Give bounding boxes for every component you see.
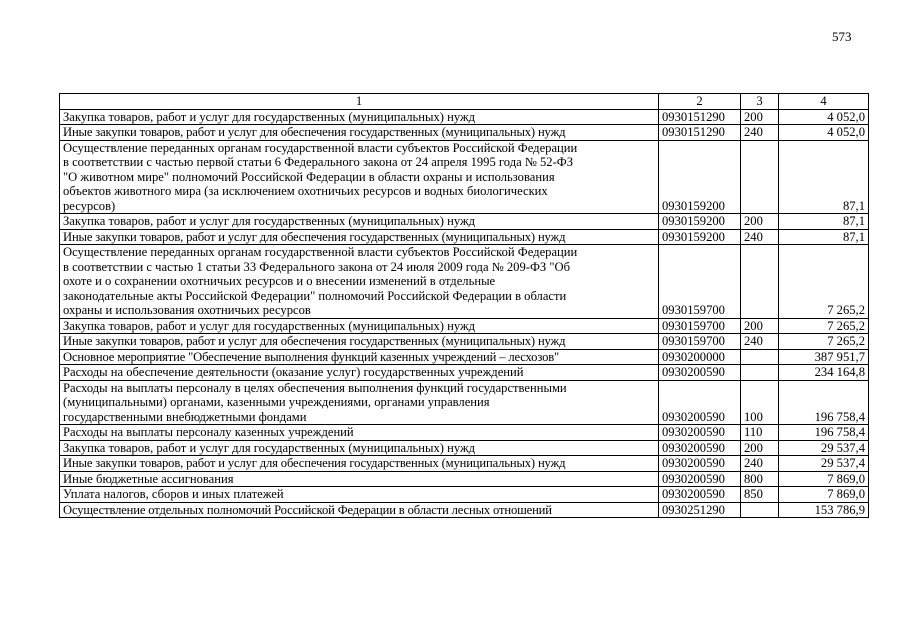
row-description: Закупка товаров, работ и услуг для государственных (муниципальных) нужд <box>60 318 659 334</box>
row-expense-type: 240 <box>741 229 779 245</box>
budget-table <box>59 93 869 518</box>
row-amount: 87,1 <box>779 214 869 230</box>
column-header-4: 4 <box>779 94 869 110</box>
row-expense-type <box>741 365 779 381</box>
row-target-code: 0930200590 <box>659 440 741 456</box>
row-target-code: 0930159700 <box>659 334 741 350</box>
row-target-code: 0930200590 <box>659 425 741 441</box>
row-description: Осуществление отдельных полномочий Российской Федерации в области лесных отношений <box>60 502 659 518</box>
row-description: Основное мероприятие "Обеспечение выполнения функций казенных учреждений – лесхозов" <box>60 349 659 365</box>
row-amount: 7 265,2 <box>779 334 869 350</box>
row-expense-type <box>741 140 779 214</box>
table-row <box>60 125 869 141</box>
row-amount: 234 164,8 <box>779 365 869 381</box>
table-row <box>60 349 869 365</box>
table-row <box>60 140 869 214</box>
row-description: Расходы на выплаты персоналу казенных учреждений <box>60 425 659 441</box>
row-description: Иные бюджетные ассигнования <box>60 471 659 487</box>
row-target-code: 0930200590 <box>659 456 741 472</box>
row-amount: 4 052,0 <box>779 125 869 141</box>
table-row <box>60 487 869 503</box>
row-description: Расходы на обеспечение деятельности (оказание услуг) государственных учреждений <box>60 365 659 381</box>
row-target-code: 0930251290 <box>659 502 741 518</box>
row-target-code: 0930200590 <box>659 471 741 487</box>
table-row <box>60 214 869 230</box>
row-expense-type: 240 <box>741 456 779 472</box>
table-header-row <box>60 94 869 110</box>
row-expense-type: 200 <box>741 440 779 456</box>
table-row <box>60 229 869 245</box>
row-expense-type: 850 <box>741 487 779 503</box>
row-description: Иные закупки товаров, работ и услуг для обеспечения государственных (муниципальных) нужд <box>60 456 659 472</box>
row-amount: 87,1 <box>779 229 869 245</box>
row-expense-type <box>741 502 779 518</box>
row-expense-type: 200 <box>741 318 779 334</box>
row-amount: 29 537,4 <box>779 456 869 472</box>
row-target-code: 0930159700 <box>659 318 741 334</box>
row-target-code: 0930159700 <box>659 245 741 319</box>
row-amount: 7 869,0 <box>779 487 869 503</box>
row-target-code: 0930200590 <box>659 487 741 503</box>
row-expense-type <box>741 245 779 319</box>
table-row <box>60 245 869 319</box>
table-row <box>60 471 869 487</box>
table-row <box>60 456 869 472</box>
row-description: Закупка товаров, работ и услуг для государственных (муниципальных) нужд <box>60 440 659 456</box>
row-description: Закупка товаров, работ и услуг для государственных (муниципальных) нужд <box>60 109 659 125</box>
row-target-code: 0930159200 <box>659 214 741 230</box>
row-amount: 29 537,4 <box>779 440 869 456</box>
row-target-code: 0930159200 <box>659 229 741 245</box>
row-amount: 387 951,7 <box>779 349 869 365</box>
row-expense-type: 240 <box>741 334 779 350</box>
table-row <box>60 318 869 334</box>
column-header-2: 2 <box>659 94 741 110</box>
table-row <box>60 502 869 518</box>
row-target-code: 0930200590 <box>659 365 741 381</box>
row-expense-type: 240 <box>741 125 779 141</box>
row-description: Иные закупки товаров, работ и услуг для обеспечения государственных (муниципальных) нужд <box>60 229 659 245</box>
row-target-code: 0930200590 <box>659 380 741 425</box>
table-row <box>60 109 869 125</box>
row-amount: 196 758,4 <box>779 425 869 441</box>
row-description: Осуществление переданных органам государственной власти субъектов Российской Федерации в соответствии с частью 1 статьи 33 Федерального закона от 24 июля 2009 года № 209-ФЗ "Об охоте и о сохранении охотничьих ресурсов и о внесении изменений в отдельные законодательные акты Российской Федерации" полномочий Российской Федерации в области охраны и использования охотничьих ресурсов <box>60 245 659 319</box>
row-amount: 153 786,9 <box>779 502 869 518</box>
row-expense-type: 200 <box>741 109 779 125</box>
row-target-code: 0930151290 <box>659 109 741 125</box>
row-target-code: 0930151290 <box>659 125 741 141</box>
row-expense-type <box>741 349 779 365</box>
column-header-1: 1 <box>60 94 659 110</box>
column-header-3: 3 <box>741 94 779 110</box>
row-description: Расходы на выплаты персоналу в целях обеспечения выполнения функций государственными (муниципальными) органами, казенными учреждениями, органами управления государственными внебюджетными фондами <box>60 380 659 425</box>
row-expense-type: 200 <box>741 214 779 230</box>
row-amount: 196 758,4 <box>779 380 869 425</box>
table-row <box>60 365 869 381</box>
row-amount: 7 265,2 <box>779 245 869 319</box>
table-row <box>60 440 869 456</box>
row-target-code: 0930200000 <box>659 349 741 365</box>
row-amount: 87,1 <box>779 140 869 214</box>
row-description: Осуществление переданных органам государственной власти субъектов Российской Федерации в соответствии с частью первой статьи 6 Федерального закона от 24 апреля 1995 года № 52-ФЗ "О животном мире" полномочий Российской Федерации в области охраны и использования объектов животного мира (за исключением охотничьих ресурсов и водных биологических ресурсов) <box>60 140 659 214</box>
table-row <box>60 334 869 350</box>
row-amount: 7 869,0 <box>779 471 869 487</box>
row-description: Закупка товаров, работ и услуг для государственных (муниципальных) нужд <box>60 214 659 230</box>
row-description: Иные закупки товаров, работ и услуг для обеспечения государственных (муниципальных) нужд <box>60 334 659 350</box>
row-amount: 4 052,0 <box>779 109 869 125</box>
row-description: Уплата налогов, сборов и иных платежей <box>60 487 659 503</box>
row-description: Иные закупки товаров, работ и услуг для обеспечения государственных (муниципальных) нужд <box>60 125 659 141</box>
row-expense-type: 100 <box>741 380 779 425</box>
row-target-code: 0930159200 <box>659 140 741 214</box>
table-row <box>60 425 869 441</box>
table-row <box>60 380 869 425</box>
row-expense-type: 800 <box>741 471 779 487</box>
row-amount: 7 265,2 <box>779 318 869 334</box>
row-expense-type: 110 <box>741 425 779 441</box>
page-number: 573 <box>832 29 852 44</box>
